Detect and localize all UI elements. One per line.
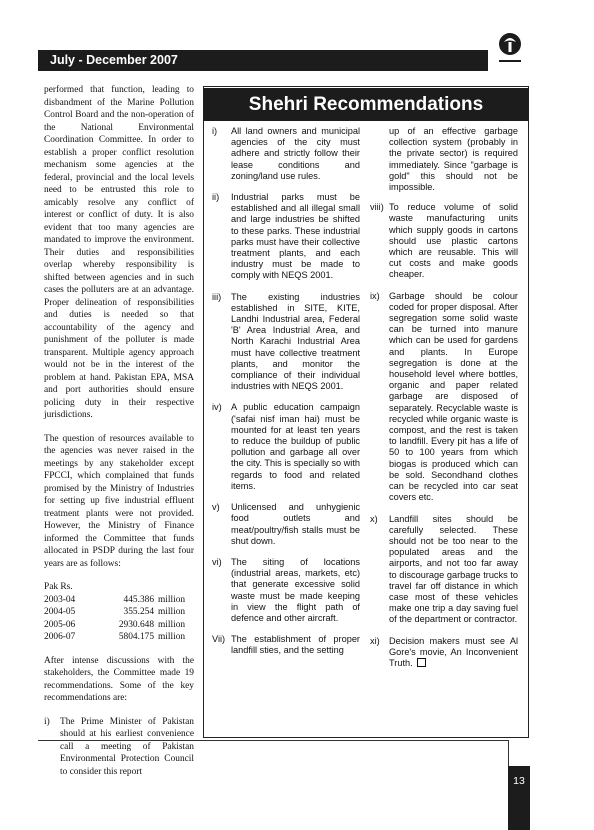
table-cell-year: 2004-05 [44,607,76,617]
page-number: 13 [508,766,530,830]
item-text: A public education campaign ('safai nisf iman hai) must be mounted for at least ten years to reduce the buildup of public pollution and garbage all over the city. This is specially so with regards to food and related items. [231,402,360,491]
recommendation-item [212,126,360,182]
recommendations-column-1 [212,126,360,667]
table-cell-amount: 2930.648 [118,619,154,630]
funds-table [44,581,194,644]
paragraph: After intense discussions with the stakeholders, the Committee made 19 recommendations. Some of the key recommendations are: [44,655,194,703]
item-continuation: up of an effective garbage collection system (probably in the private sector) is required immediately. Since "garbage is gold" this should not be impossible. [389,126,518,193]
item-number: Vii) [212,634,226,645]
item-number: v) [212,502,220,513]
table-cell-year: 2005-06 [44,619,76,630]
footer-divider [38,740,508,741]
item-text: Unlicensed and unhygienic food outlets and meat/poultry/fish stalls must be shut down. [231,502,360,546]
item-text: Industrial parks must be established and all illegal small and large industries be shifted to these parks. These industrial parks must have their collective treatment plants, and each industry must be made to comply with NEQS 2001. [231,192,360,281]
item-text: The siting of locations (industrial areas, markets, etc) that generate excessive solid waste must be made keeping in view the flight path of defence and other aircraft. [231,556,360,623]
box-title: Shehri Recommendations [203,88,529,121]
recommendations-column-2 [370,126,518,679]
paragraph: performed that function, leading to disbandment of the Marine Pollution Control Board and the non-operation of the National Environmental Coordination Committee. In order to establish a proper conflict resolution mechanism some agencies at the federal, provincial and the local levels need to be entrusted this role to amicably resolve any conflict of interest or conflict of duty. It is also evident that too many agencies are mandated to improve the environment. Their duties and responsibilities overlap whereby responsibility is shifted between agencies and in such cases the polluters are at an advantage. Proper delineation of responsibilities and duties is needed so that accountability of the agency and punishment of the polluter is made transparent. Multiple agency approach would not be in the interest of the problem at hand. Pakistan EPA, MSA and port authorities should ensure policing duty in their respective jurisdictions. [44,85,194,420]
item-text: The existing industries established in SITE, KITE, Landhi Industrial area, Federal 'B' Area Industrial Area, and North Karachi Industrial Area must have collective treatment plants, and monitor the compliance of their individual industries with NEQS 2001. [231,291,360,392]
table-cell-amount: 355.254 [123,607,154,617]
table-cell-unit: million [158,619,186,630]
recommendation-item [212,402,360,492]
left-column [44,84,194,778]
end-of-article-icon [417,658,426,667]
item-text: Garbage should be colour coded for proper disposal. After segregation some solid waste can be turned into manure which can be used for gardens and plants. In Europe segregation is done at the household level where bottles, organic and paper related garbage are disposed of separately. Recyclable waste is recycled while organic waste is compost, and the rest is taken to landfill. Every pit has a life of 50 to 100 years from which biogas is produced which can be sold. Secondhand clothes can be recycled into car seat covers etc. [389,290,518,503]
item-number: iii) [212,291,222,302]
item-text-body: Decision makers must see Al Gore's movie, An Inconvenient Truth. [389,635,518,668]
table-cell-amount: 445.386 [123,594,154,605]
recommendation-item [212,502,360,547]
item-number: vi) [212,556,222,567]
item-text: The establishment of proper landfill sties, and the setting [231,634,360,656]
recommendation-item [212,634,360,656]
recommendation-item [370,291,518,504]
recommendation-item [370,636,518,670]
recommendation-item [370,514,518,626]
table-cell-unit: million [158,607,186,617]
item-number: ii) [212,192,220,203]
table-cell-unit: million [158,632,186,642]
item-number: viii) [370,202,384,213]
table-row [44,619,194,632]
recommendation-item [212,292,360,393]
table-cell-unit: million [158,594,186,605]
issue-header [38,50,488,71]
table-row [44,594,194,607]
table-row [44,606,194,619]
item-text [389,636,518,670]
table-heading: Pak Rs. [44,582,73,592]
table-cell-amount: 5804.175 [118,632,154,642]
item-text: To reduce volume of solid waste manufacturing units which supply goods in cartons should use plastic cartons which are reusable. This will cut costs and make goods cheaper. [389,202,518,280]
recommendation-item [212,192,360,282]
recommendation-item [44,716,194,779]
item-text: All land owners and municipal agencies of the city must adhere and strictly follow their lease conditions and zoning/land use rules. [231,126,360,181]
item-number: ix) [370,290,380,301]
shehri-logo-icon [495,30,525,68]
table-cell-year: 2006-07 [44,632,76,642]
issue-date: July - December 2007 [50,53,178,67]
table-cell-year: 2003-04 [44,594,76,605]
item-number: iv) [212,402,222,413]
paragraph: The question of resources available to the agencies was never raised in the meetings by any stakeholder except FPCCI, which complained that funds promised by the Ministry of Industries for setting up five industrial effluent treatment plants were not provided. However, the Ministry of Finance informed the Committee that funds allocated in PSDP during the last four years are as follows: [44,433,194,569]
item-number: x) [370,513,378,524]
recommendation-item [370,202,518,280]
item-number: i) [44,716,50,727]
recommendation-item [212,557,360,624]
item-text: Landfill sites should be carefully selected. These should not be too near to the populated areas and the airports, and not too far away to discourage garbage trucks to travel far off distance in which case most of these vehicles make one trip a day saving fuel of the department or contractor. [389,513,518,625]
table-row [44,631,194,644]
item-text: The Prime Minister of Pakistan should at his earliest convenience call a meeting of Pakistan Environmental Protection Council to consider this report [60,716,194,777]
item-number: xi) [370,635,380,646]
item-number: i) [212,126,218,136]
